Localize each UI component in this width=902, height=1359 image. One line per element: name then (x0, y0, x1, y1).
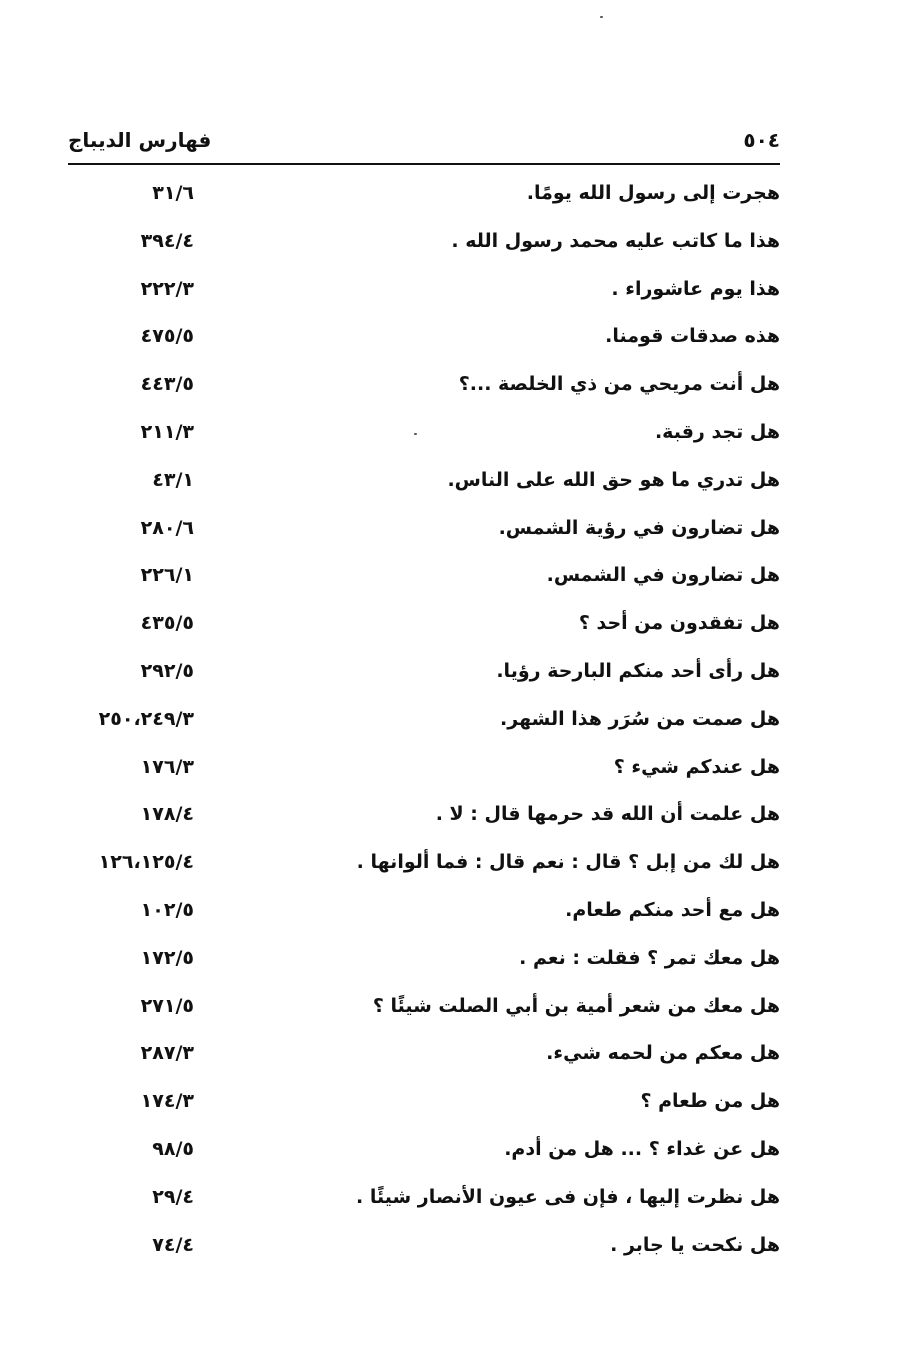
entry-text: هل تفقدون من أحد ؟ (578, 612, 780, 635)
index-entry (60, 365, 780, 413)
entry-text: هل من طعام ؟ (640, 1090, 780, 1113)
index-entry (60, 891, 780, 939)
index-entry (60, 509, 780, 557)
entry-text: هل أنت مريحي من ذي الخلصة ...؟ (458, 373, 780, 396)
index-entry (60, 174, 780, 222)
index-entry (60, 987, 780, 1035)
header-rule (68, 163, 780, 165)
index-entry (60, 222, 780, 270)
entry-reference: ٢٢٢/٣ (140, 277, 194, 300)
entry-text: هل تضارون في رؤية الشمس. (498, 516, 780, 539)
entry-text: هل لك من إبل ؟ قال : نعم قال : فما ألوانها . (356, 851, 780, 874)
index-entry (60, 1082, 780, 1130)
index-entry (60, 461, 780, 509)
index-entry (60, 1178, 780, 1226)
entry-text: هل صمت من سُرَر هذا الشهر. (500, 707, 780, 730)
entry-reference: ١٧٦/٣ (140, 755, 194, 778)
index-entry (60, 843, 780, 891)
entry-text: هل رأى أحد منكم البارحة رؤيا. (496, 659, 780, 682)
entry-reference: ٢٧١/٥ (140, 994, 194, 1017)
entry-reference: ١٢٦،١٢٥/٤ (98, 851, 194, 874)
entry-text: هذا يوم عاشوراء . (611, 277, 780, 300)
entry-reference: ٢٩٢/٥ (140, 659, 194, 682)
entry-reference: ١٠٢/٥ (140, 898, 194, 921)
entry-text: هل تجد رقبة. (654, 420, 780, 443)
entry-reference: ٢٥٠،٢٤٩/٣ (98, 707, 194, 730)
entry-text: هجرت إلى رسول الله يومًا. (526, 182, 780, 204)
entry-reference: ١٧٤/٣ (140, 1090, 194, 1113)
entry-text: هل نكحت يا جابر . (610, 1233, 780, 1256)
entry-text: هذه صدقات قومنا. (605, 325, 780, 348)
entry-text: هل مع أحد منكم طعام. (565, 898, 780, 921)
entry-text: هل تدري ما هو حق الله على الناس. (447, 468, 780, 491)
index-entry (60, 556, 780, 604)
entry-text: هل نظرت إليها ، فإن فى عيون الأنصار شيئًا . (356, 1185, 780, 1208)
entry-reference: ٣٩٤/٤ (140, 229, 194, 252)
index-entry (60, 748, 780, 796)
entry-reference: ٤٣/١ (152, 468, 194, 491)
page-header (68, 128, 780, 162)
index-entry (60, 413, 780, 461)
entry-reference: ١٧٢/٥ (140, 946, 194, 969)
entry-text: هل تضارون في الشمس. (546, 564, 780, 587)
index-entry (60, 317, 780, 365)
index-entry (60, 604, 780, 652)
index-entry (60, 270, 780, 318)
running-title: فهارس الديباج (68, 128, 212, 152)
entry-reference: ٢٩/٤ (152, 1185, 194, 1208)
entry-reference: ٢١١/٣ (140, 420, 194, 443)
entry-text: هل معك تمر ؟ فقلت : نعم . (519, 946, 780, 969)
entry-reference: ٩٨/٥ (152, 1137, 194, 1160)
entry-text: هل معكم من لحمه شيء. (546, 1042, 780, 1065)
entry-text: هل عن غداء ؟ ... هل من أدم. (504, 1137, 780, 1160)
index-entry (60, 652, 780, 700)
entry-reference: ١٧٨/٤ (140, 803, 194, 826)
entry-text: هل معك من شعر أمية بن أبي الصلت شيئًا ؟ (372, 994, 780, 1017)
page-number: ٥٠٤ (743, 128, 780, 152)
entry-reference: ٢٨٧/٣ (140, 1042, 194, 1065)
entry-text: هذا ما كاتب عليه محمد رسول الله . (451, 229, 780, 252)
index-entry (60, 939, 780, 987)
scan-speck (600, 16, 603, 18)
index-entry (60, 795, 780, 843)
index-list (60, 174, 780, 1273)
entry-reference: ٢٨٠/٦ (140, 516, 194, 539)
entry-text: هل عندكم شيء ؟ (613, 755, 780, 778)
entry-reference: ٧٤/٤ (152, 1233, 194, 1256)
index-entry (60, 1226, 780, 1274)
index-entry (60, 1130, 780, 1178)
entry-reference: ٢٢٦/١ (140, 564, 194, 587)
index-entry (60, 1034, 780, 1082)
entry-reference: ٣١/٦ (152, 182, 194, 204)
entry-reference: ٤٧٥/٥ (140, 325, 194, 348)
entry-text: هل علمت أن الله قد حرمها قال : لا . (435, 803, 780, 826)
entry-reference: ٤٤٣/٥ (140, 373, 194, 396)
entry-reference: ٤٣٥/٥ (140, 612, 194, 635)
scan-speck (414, 433, 417, 435)
index-entry (60, 700, 780, 748)
